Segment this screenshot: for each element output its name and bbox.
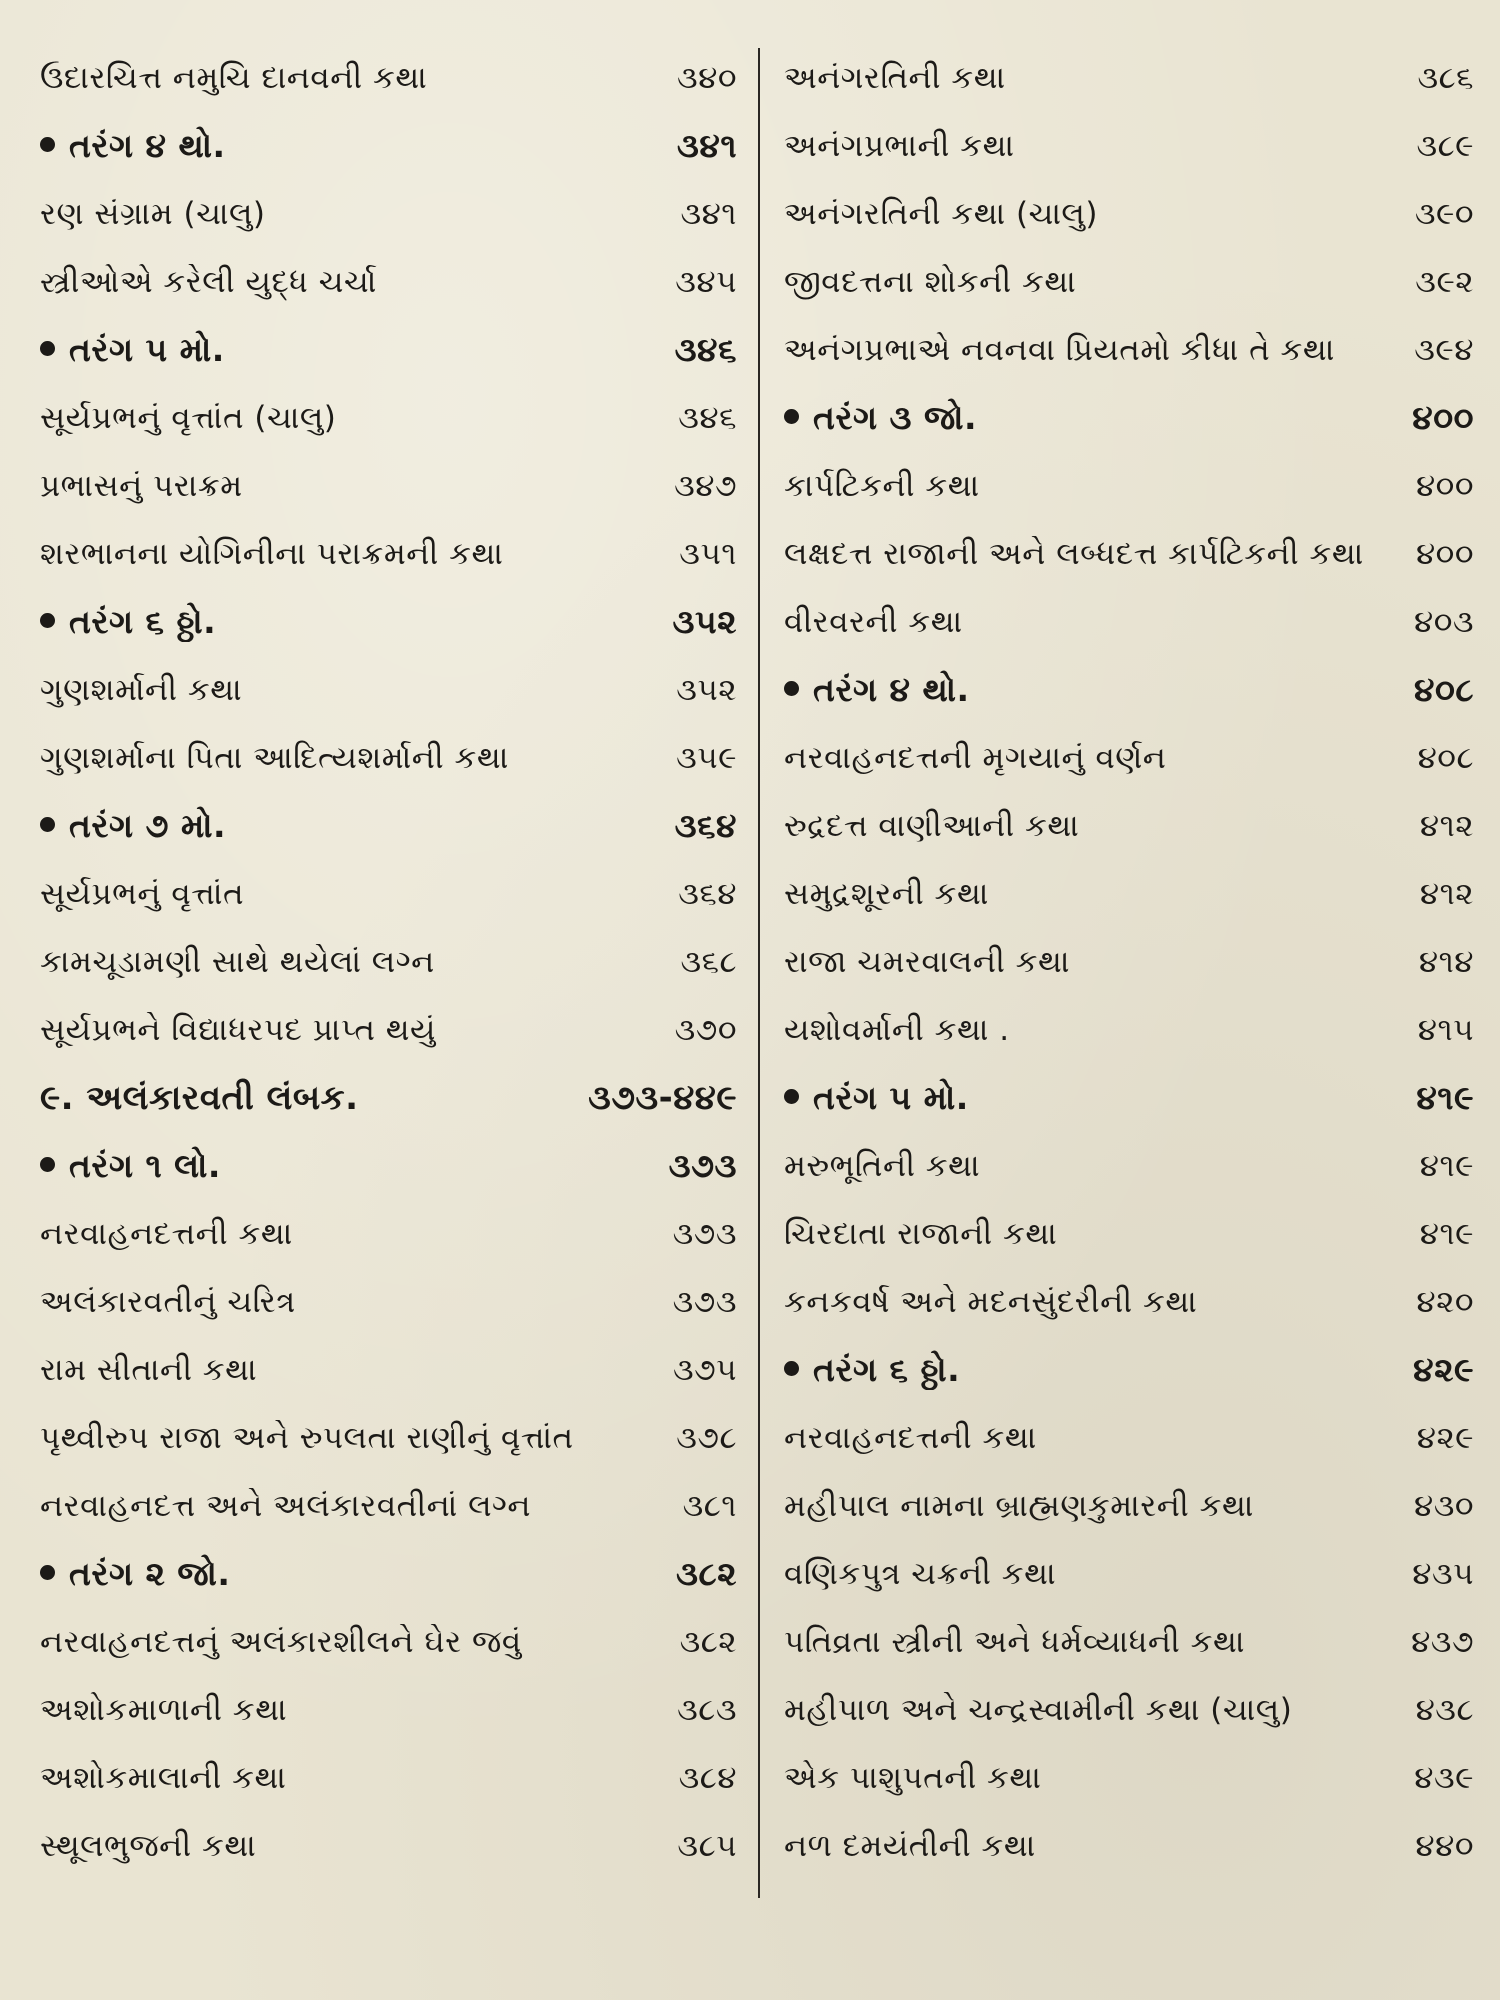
entry-title: એક પાશુપતની કથા [784,1759,1042,1796]
page-number: ૪૩૦ [1413,1487,1474,1524]
entry-title-wrap [40,1760,665,1797]
entry-title: સૂર્યપ્રભને વિદ્યાધરપદ પ્રાપ્ત થયું [40,1011,436,1048]
entry-title-wrap [40,1828,663,1865]
page-number: ૪૩૮ [1415,1691,1474,1728]
entry-title-wrap [40,1554,662,1594]
entry-title: અનંગરતિની કથા (ચાલુ) [784,195,1098,232]
toc-entry [40,1404,737,1472]
entry-title-wrap [784,128,1402,165]
entry-title: મરુભૂતિની કથા [784,1147,981,1184]
entry-title-wrap [784,264,1401,301]
toc-entry [40,520,737,588]
entry-title-wrap [40,740,662,777]
tarang-heading [40,316,737,384]
page-number: ૩૪૫ [675,263,737,300]
entry-title-wrap [40,1284,659,1321]
entry-title-wrap [40,806,661,846]
entry-title: તરંગ ૬ ઠ્ઠો. [69,602,217,641]
entry-title: કાર્પટિકની કથા [784,467,980,504]
entry-title: કનકવર્ષ અને મદનસુંદરીની કથા [784,1283,1198,1320]
entry-title: રુદ્રદત્ત વાણીઆની કથા [784,807,1080,844]
page-number: ૩૮૪ [678,1759,737,1796]
entry-title: ઉદારચિત્ત નમુચિ દાનવની કથા [40,59,428,96]
entry-title: સ્ત્રીઓએ કરેલી યુદ્ધ ચર્ચા [40,263,377,300]
entry-title: તરંગ ૩ જો. [813,398,977,437]
toc-entry [40,180,737,248]
tarang-heading [784,656,1474,724]
entry-title: યશોવર્માની કથા . [784,1011,1010,1048]
entry-title-wrap [40,1146,655,1186]
entry-title: અશોકમાળાની કથા [40,1691,288,1728]
entry-title-wrap [784,1350,1399,1390]
toc-entry [784,588,1474,656]
entry-title-wrap [784,1012,1404,1049]
entry-title: પતિવ્રતા સ્ત્રીની અને ધર્મવ્યાધની કથા [784,1623,1245,1660]
entry-title-wrap [784,740,1404,777]
entry-title-wrap [784,670,1400,710]
tarang-heading [40,588,737,656]
entry-title-wrap [40,876,664,913]
entry-title: ૯. અલંકારવતી લંબક. [40,1078,359,1118]
entry-title: નરવાહનદત્ત અને અલંકારવતીનાં લગ્ન [40,1487,531,1524]
left-column [40,44,737,1880]
bullet-icon [784,409,799,424]
entry-title-wrap [784,604,1400,641]
toc-entry [784,44,1474,112]
page-number: ૩૭૮ [676,1419,737,1456]
entry-title: અનંગરતિની કથા [784,59,1006,96]
toc-entry [40,1336,737,1404]
entry-title: રણ સંગ્રામ (ચાલુ) [40,195,266,232]
entry-title: મહીપાલ નામના બ્રાહ્મણકુમારની કથા [784,1487,1254,1524]
entry-title-wrap [784,1692,1402,1729]
entry-title: રામ સીતાની કથા [40,1351,258,1388]
right-column [784,44,1474,1880]
toc-entry [784,1200,1474,1268]
entry-title-wrap [784,60,1403,97]
entry-title-wrap [40,264,661,301]
bullet-icon [784,1361,799,1376]
bullet-icon [40,1565,55,1580]
bullet-icon [40,613,55,628]
page-number: ૪૦૮ [1417,739,1474,776]
entry-title: અલંકારવતીનું ચરિત્ર [40,1283,296,1320]
page-number: ૩૫૧ [679,535,737,572]
entry-title: તરંગ ૪ થો. [69,126,226,165]
page-number: ૩૭૦ [674,1011,737,1048]
entry-title-wrap [40,672,662,709]
toc-entry [40,248,737,316]
page-number: ૪૧૯ [1419,1147,1474,1184]
entry-title: ચિરદાતા રાજાની કથા [784,1215,1058,1252]
page-number: ૪૦૮ [1414,670,1474,709]
page-number: ૩૪૧ [676,126,737,165]
entry-title: અનંગપ્રભાએ નવનવા પ્રિયતમો કીધા તે કથા [784,331,1335,368]
page-number: ૩૫૨ [676,671,737,708]
page-number: ૩૯૨ [1415,263,1474,300]
entry-title: વીરવરની કથા [784,603,963,640]
toc-entry [784,1812,1474,1880]
page-number: ૩૬૮ [680,943,737,980]
toc-entry [40,44,737,112]
entry-title-wrap [40,468,660,505]
tarang-heading [40,1132,737,1200]
page-number: ૩૫૨ [672,602,737,641]
entry-title-wrap [784,536,1402,573]
page-number: ૪૩૫ [1412,1555,1474,1592]
bullet-icon [784,1089,799,1104]
page-number: ૩૭૩ [668,1146,737,1185]
entry-title: તરંગ ૭ મો. [69,806,227,845]
entry-title-wrap [784,1828,1401,1865]
entry-title-wrap [40,1012,661,1049]
entry-title: અશોકમાલાની કથા [40,1759,287,1796]
entry-title: નરવાહનદત્તની મૃગયાનું વર્ણન [784,739,1167,776]
page-number: ૪૦૦ [1415,467,1474,504]
entry-title-wrap [40,196,666,233]
page-number: ૩૭૩-૪૪૯ [588,1078,737,1118]
page-number: ૩૪૧ [680,195,737,232]
toc-entry [784,792,1474,860]
page-number: ૩૪૬ [678,399,737,436]
entry-title-wrap [40,1352,659,1389]
toc-entry [784,1472,1474,1540]
toc-entry [784,112,1474,180]
entry-title: સમુદ્રશૂરની કથા [784,875,989,912]
toc-entry [40,724,737,792]
entry-title-wrap [784,468,1402,505]
page-number: ૩૪૦ [676,59,737,96]
toc-entry [40,1744,737,1812]
entry-title-wrap [784,1078,1402,1118]
bullet-icon [40,817,55,832]
entry-title-wrap [40,1692,663,1729]
page-number: ૩૭૩ [672,1215,737,1252]
page-number: ૩૯૦ [1414,195,1474,232]
toc-entry [784,1676,1474,1744]
toc-entry [40,384,737,452]
entry-title-wrap [40,602,658,642]
page-number: ૩૬૪ [678,875,737,912]
entry-title: ગુણશર્માના પિતા આદિત્યશર્માની કથા [40,739,509,776]
toc-entry [40,1676,737,1744]
page-number: ૪૦૦ [1415,535,1474,572]
entry-title-wrap [40,536,665,573]
bullet-icon [784,681,799,696]
entry-title: નળ દમયંતીની કથા [784,1827,1036,1864]
page-number: ૩૪૭ [674,467,737,504]
entry-title: શરભાનના યોગિનીના પરાક્રમની કથા [40,535,504,572]
page-number: ૪૧૨ [1419,807,1474,844]
toc-entry [784,1404,1474,1472]
entry-title: તરંગ ૧ લો. [69,1146,221,1185]
entry-title-wrap [784,1420,1403,1457]
entry-title-wrap [40,1078,574,1118]
entry-title: અનંગપ્રભાની કથા [784,127,1015,164]
toc-entry [40,928,737,996]
page-number: ૪૨૯ [1413,1350,1474,1389]
entry-title: વણિકપુત્ર ચક્રની કથા [784,1555,1057,1592]
entry-title: પ્રભાસનું પરાક્રમ [40,467,243,504]
page-number: ૩૭૩ [672,1283,737,1320]
entry-title: લક્ષદત્ત રાજાની અને લબ્ધદત્ત કાર્પટિકની કથા [784,535,1364,572]
entry-title: ગુણશર્માની કથા [40,671,243,708]
bullet-icon [40,1157,55,1172]
entry-title: નરવાહનદત્તની કથા [784,1419,1037,1456]
entry-title-wrap [784,876,1406,913]
toc-entry [784,1608,1474,1676]
page-number: ૪૧૯ [1419,1215,1474,1252]
tarang-heading [40,792,737,860]
entry-title: રાજા ચમરવાલની કથા [784,943,1070,980]
entry-title: સૂર્યપ્રભનું વૃત્તાંત (ચાલુ) [40,399,337,436]
entry-title-wrap [784,1624,1397,1661]
page-number: ૪૧૫ [1417,1011,1474,1048]
toc-entry [40,1200,737,1268]
entry-title-wrap [784,398,1398,438]
entry-title: તરંગ ૫ મો. [69,330,225,369]
page-number: ૩૮૨ [679,1623,737,1660]
entry-title: સૂર્યપ્રભનું વૃત્તાંત [40,875,245,912]
lambak-section-heading [40,1064,737,1132]
entry-title: તરંગ ૫ મો. [813,1078,969,1117]
entry-title-wrap [40,60,663,97]
toc-entry [40,860,737,928]
entry-title: જીવદત્તના શોકની કથા [784,263,1077,300]
toc-entry [40,1268,737,1336]
toc-entry [784,724,1474,792]
toc-entry [784,180,1474,248]
toc-entry [40,1608,737,1676]
toc-entry [784,1744,1474,1812]
page-number: ૩૪૬ [674,330,737,369]
toc-entry [40,1812,737,1880]
page-number: ૪૩૭ [1411,1623,1474,1660]
entry-title-wrap [40,400,664,437]
page-number: ૩૬૪ [674,806,737,845]
toc-entry [784,1268,1474,1336]
entry-title-wrap [784,1760,1400,1797]
toc-entry [784,928,1474,996]
page-number: ૪૧૯ [1416,1078,1474,1117]
page-number: ૩૯૪ [1414,331,1474,368]
page-number: ૪૧૪ [1418,943,1474,980]
page-number: ૪૪૦ [1415,1827,1474,1864]
page-number: ૪૨૯ [1416,1419,1474,1456]
entry-title-wrap [40,944,666,981]
page-number: ૪૧૨ [1419,875,1474,912]
page-number: ૩૮૧ [682,1487,737,1524]
entry-title-wrap [40,126,663,166]
page-number: ૩૫૯ [676,739,737,776]
entry-title: સ્થૂલભુજની કથા [40,1827,257,1864]
toc-entry [784,860,1474,928]
entry-title: નરવાહનદત્તનું અલંકારશીલને ઘેર જવું [40,1623,522,1660]
toc-entry [784,316,1474,384]
toc-entry [784,452,1474,520]
toc-entry [784,248,1474,316]
page-number: ૪૦૩ [1413,603,1474,640]
bullet-icon [40,341,55,356]
toc-entry [40,996,737,1064]
page-number: ૩૮૬ [1417,59,1474,96]
page-number: ૩૮૯ [1416,127,1474,164]
tarang-heading [40,1540,737,1608]
page-number: ૩૮૫ [677,1827,737,1864]
entry-title: તરંગ ૨ જો. [69,1554,231,1593]
entry-title-wrap [784,332,1400,369]
toc-entry [784,1540,1474,1608]
entry-title-wrap [784,808,1406,845]
entry-title-wrap [784,1284,1402,1321]
page-number: ૩૮૩ [677,1691,737,1728]
entry-title: તરંગ ૬ ઠ્ઠો. [813,1350,961,1389]
tarang-heading [784,1336,1474,1404]
entry-title-wrap [784,1556,1398,1593]
entry-title-wrap [40,1216,659,1253]
bullet-icon [40,137,55,152]
entry-title: પૃથ્વીરુપ રાજા અને રુપલતા રાણીનું વૃત્તાંત [40,1419,574,1456]
page-number: ૪૨૦ [1416,1283,1474,1320]
entry-title-wrap [784,1148,1406,1185]
entry-title-wrap [784,196,1401,233]
toc-entry [784,520,1474,588]
toc-entry [784,996,1474,1064]
entry-title: તરંગ ૪ થો. [813,670,970,709]
tarang-heading [40,112,737,180]
entry-title-wrap [40,1624,666,1661]
page-number: ૪૦૦ [1412,398,1474,437]
entry-title: કામચૂડામણી સાથે થયેલાં લગ્ન [40,943,435,980]
entry-title: નરવાહનદત્તની કથા [40,1215,293,1252]
entry-title-wrap [40,1488,669,1525]
page-number: ૩૮૨ [676,1554,737,1593]
tarang-heading [784,384,1474,452]
tarang-heading [784,1064,1474,1132]
entry-title-wrap [784,944,1405,981]
entry-title-wrap [40,330,661,370]
page-number: ૪૩૯ [1414,1759,1474,1796]
toc-entry [40,656,737,724]
entry-title: મહીપાળ અને ચન્દ્રસ્વામીની કથા (ચાલુ) [784,1691,1293,1728]
toc-entry [40,452,737,520]
entry-title-wrap [784,1488,1400,1525]
page-number: ૩૭૫ [672,1351,737,1388]
toc-entry [784,1132,1474,1200]
entry-title-wrap [784,1216,1406,1253]
toc-entry [40,1472,737,1540]
column-divider [758,48,760,1898]
entry-title-wrap [40,1420,662,1457]
